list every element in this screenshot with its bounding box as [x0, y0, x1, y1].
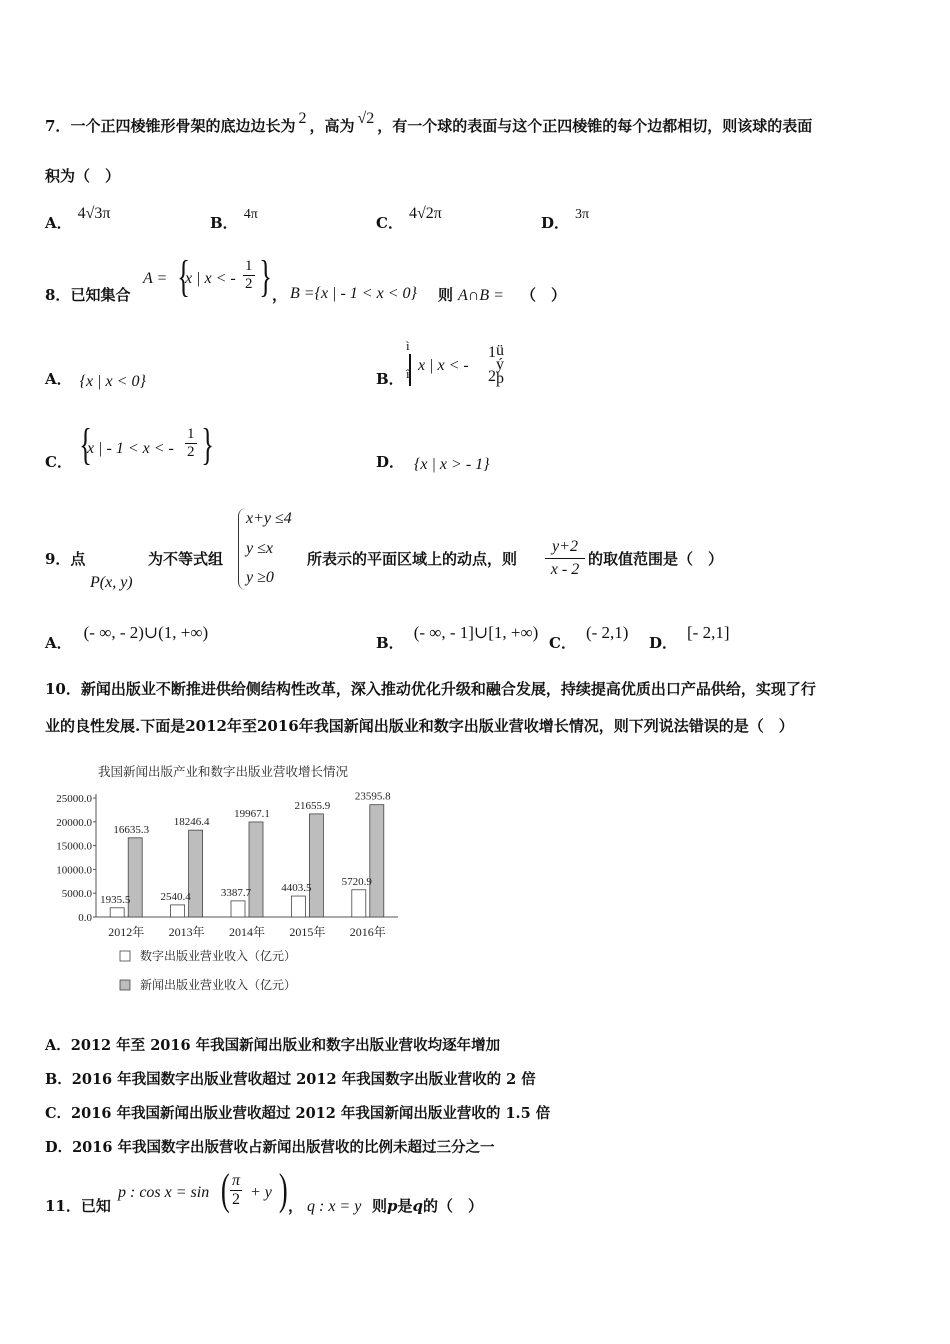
frac-den: 2: [488, 368, 496, 385]
option-label: B．: [376, 370, 404, 388]
fraction: [185, 426, 197, 460]
option-value: (- ∞, - 2)∪(1, +∞): [83, 623, 209, 642]
q7-text2: ，高为: [309, 117, 355, 135]
bar-news: [370, 805, 384, 917]
data-label-news: 19967.1: [234, 807, 270, 820]
option-label: C．: [549, 634, 576, 652]
option-label: A．: [45, 1037, 71, 1054]
q8-intersection: A∩B =: [458, 287, 504, 304]
q8-option-b[interactable]: [376, 368, 404, 389]
q8-set-b: B ={x | - 1 < x < 0}: [290, 285, 417, 302]
q8-set-a-body: x | x < -: [185, 270, 236, 287]
bar-news: [189, 830, 203, 917]
left-paren: (: [220, 1165, 230, 1214]
brace-glyph: ì: [406, 338, 410, 353]
q8-option-c[interactable]: [45, 451, 72, 472]
q10-option-d[interactable]: [45, 1136, 494, 1157]
q8-then: 则: [438, 286, 454, 304]
q11-p: p: [387, 1197, 398, 1215]
y-tick-label: 10000.0: [56, 864, 92, 877]
option-label: D．: [45, 1139, 73, 1156]
frac-num: 1: [187, 426, 195, 442]
bar-digital: [231, 901, 245, 917]
legend-label-news: 新闻出版业营业收入（亿元）: [140, 978, 297, 992]
q10-stem-line1: [45, 678, 816, 699]
q11-stem-tail: [372, 1195, 483, 1216]
bar-chart: [40, 758, 420, 1003]
q8-paren: （ ）: [521, 286, 567, 304]
option-value: (- 2,1): [585, 623, 629, 642]
q11-number: 11．已知: [45, 1197, 111, 1215]
q9-text1: 为不等式组: [148, 550, 224, 568]
data-label-digital: 4403.5: [281, 882, 312, 895]
q7-text3: ，有一个球的表面与这个正四棱锥的每个边都相切，则该球的表面: [377, 117, 813, 135]
x-tick-label: 2015年: [289, 925, 326, 939]
frac-den: 2: [187, 443, 195, 460]
q10-option-a[interactable]: [45, 1034, 500, 1055]
q8-option-b-value: [404, 340, 524, 392]
option-label: B．: [376, 634, 404, 652]
right-paren: ): [278, 1165, 288, 1214]
option-label: C．: [376, 214, 403, 232]
q8-set-a-prefix: A =: [143, 270, 168, 287]
y-tick-label: 0.0: [78, 912, 92, 924]
option-value: {x | x < 0}: [79, 373, 146, 390]
option-value: 4√3π: [77, 205, 111, 222]
x-tick-label: 2012年: [108, 925, 145, 939]
option-value: 3π: [575, 207, 590, 222]
q11-p-expr: p : cos x = sin: [118, 1184, 210, 1201]
q11-q-expr: q : x = y: [307, 1198, 362, 1215]
q9-ineq-1: x+y ≤4: [246, 510, 292, 527]
q10-stem-line2: 业的良性发展.下面是2012年至2016年我国新闻出版业和数字出版业营收增长情况，则下列说法错误的是（ ）: [45, 717, 794, 735]
q11-plus-y: + y: [250, 1184, 272, 1201]
q9-option-c[interactable]: [549, 623, 629, 653]
bar-digital: [110, 908, 124, 917]
data-label-digital: 5720.9: [341, 875, 372, 888]
q7-height-value: √2: [357, 110, 375, 127]
option-label: C．: [45, 1105, 72, 1122]
option-label: A．: [45, 370, 72, 388]
data-label-news: 21655.9: [294, 799, 331, 812]
brace-glyph: î: [406, 366, 410, 381]
option-value: 2016 年我国新闻出版业营收超过 2012 年我国新闻出版业营收的 1.5 倍: [71, 1105, 551, 1122]
y-tick-label: 5000.0: [61, 888, 92, 901]
q9-option-b[interactable]: [376, 623, 539, 653]
q9-point: P(x, y): [90, 574, 133, 591]
bar-digital: [291, 896, 305, 917]
q9-number: 9．点: [45, 550, 86, 568]
bar-digital: [171, 905, 185, 917]
data-label-digital: 1935.5: [100, 893, 131, 906]
x-tick-label: 2014年: [228, 925, 266, 939]
option-value: x | x < -: [418, 357, 469, 374]
q8-option-c-value: [75, 420, 225, 476]
q7-option-d[interactable]: [541, 207, 590, 233]
option-value: 2016 年我国数字出版业营收超过 2012 年我国数字出版业营收的 2 倍: [71, 1071, 536, 1088]
data-label-news: 18246.4: [173, 816, 210, 829]
brace-glyph: ý: [496, 356, 504, 373]
legend-swatch-digital: [120, 951, 130, 961]
frac-num: 1: [488, 344, 496, 361]
q9-ineq-2: y ≤x: [246, 540, 273, 557]
left-brace: {: [79, 420, 92, 469]
frac-den: 2: [245, 275, 253, 292]
q8-number-text: [45, 284, 130, 305]
q11-text1: 则: [372, 1197, 388, 1215]
q10-number: 10．: [45, 680, 81, 698]
option-label: C．: [45, 453, 72, 471]
q8-comma: ，: [272, 286, 288, 304]
option-label: A．: [45, 214, 72, 232]
q8-option-d[interactable]: [376, 451, 490, 472]
bar-news: [249, 822, 263, 917]
option-label: D．: [649, 634, 678, 652]
option-value: [- 2,1]: [687, 623, 730, 642]
data-label-news: 23595.8: [354, 790, 391, 803]
q8-option-a[interactable]: [45, 368, 146, 389]
chart-title: 我国新闻出版产业和数字出版业营收增长情况: [98, 764, 349, 779]
data-label-news: 16635.3: [113, 823, 150, 836]
y-tick-label: 15000.0: [56, 840, 92, 853]
bar-news: [309, 814, 323, 917]
q9-text2: 所表示的平面区域上的动点，则: [307, 550, 518, 568]
q11-comma: ，: [288, 1197, 304, 1215]
frac-den: 2: [232, 1190, 240, 1208]
frac-den: x - 2: [550, 561, 580, 578]
option-label: D．: [376, 453, 405, 471]
q7-option-a[interactable]: [45, 205, 111, 233]
q7-text1: 一个正四棱锥形骨架的底边边长为: [70, 117, 296, 135]
option-label: A．: [45, 634, 72, 652]
q10-option-c[interactable]: [45, 1102, 550, 1123]
option-value: (- ∞, - 1]∪[1, +∞): [413, 623, 539, 642]
option-value: x | - 1 < x < -: [87, 440, 174, 457]
frac-num: 1: [245, 258, 253, 274]
x-tick-label: 2013年: [168, 925, 205, 939]
q7-stem-line1: [45, 110, 813, 136]
q7-side-value: 2: [298, 110, 307, 127]
right-brace: }: [201, 420, 214, 469]
q9-fraction: [545, 538, 585, 579]
right-brace: }: [259, 252, 272, 301]
q7-number: 7．: [45, 117, 71, 135]
data-label-digital: 3387.7: [220, 886, 252, 899]
option-value: 2012 年至 2016 年我国新闻出版业和数字出版业营收均逐年增加: [70, 1037, 501, 1054]
q10-text1: 新闻出版业不断推进供给侧结构性改革，深入推动优化升级和融合发展，持续提高优质出口产品供给，实现了行: [80, 680, 816, 698]
q11-text3: 的（ ）: [423, 1197, 484, 1215]
data-label-digital: 2540.4: [160, 890, 191, 903]
legend-swatch-news: [120, 980, 130, 990]
q11-q: q: [412, 1197, 424, 1215]
left-brace: {: [177, 252, 190, 301]
frac-num: y+2: [545, 538, 585, 559]
q7-option-c[interactable]: [376, 205, 442, 233]
option-value: 4π: [243, 207, 258, 222]
q8-text1: 已知集合: [70, 286, 131, 304]
option-label: D．: [541, 214, 570, 232]
q9-text3: 的取值范围是（ ）: [588, 550, 724, 568]
legend-label-digital: 数字出版业营业收入（亿元）: [140, 949, 297, 963]
q7-stem-line2: 积为（ ）: [45, 167, 121, 185]
q9-option-a[interactable]: [45, 623, 209, 653]
x-tick-label: 2016年: [349, 925, 386, 939]
q11-paren-group: [218, 1165, 288, 1222]
brace-glyph: ü: [496, 342, 504, 359]
q9-ineq-3: y ≥0: [246, 569, 274, 586]
q10-option-b[interactable]: [45, 1068, 536, 1089]
q11-text2: 是: [397, 1197, 413, 1215]
brace-glyph: þ: [496, 370, 504, 387]
option-value: 4√2π: [408, 205, 442, 222]
y-tick-label: 20000.0: [56, 816, 92, 829]
option-value: 2016 年我国数字出版营收占新闻出版营收的比例未超过三分之一: [72, 1139, 495, 1156]
y-tick-label: 25000.0: [56, 793, 92, 805]
option-label: B．: [45, 1071, 72, 1088]
option-label: B．: [210, 214, 238, 232]
q8-number: 8．: [45, 286, 71, 304]
q7-option-b[interactable]: [210, 207, 258, 233]
q11-fraction: [230, 1172, 242, 1208]
bar-digital: [352, 890, 366, 917]
frac-num: π: [232, 1172, 241, 1189]
q9-option-d[interactable]: [649, 623, 730, 653]
option-value: {x | x > - 1}: [414, 456, 490, 473]
q8-set-a-fraction: [243, 258, 255, 292]
